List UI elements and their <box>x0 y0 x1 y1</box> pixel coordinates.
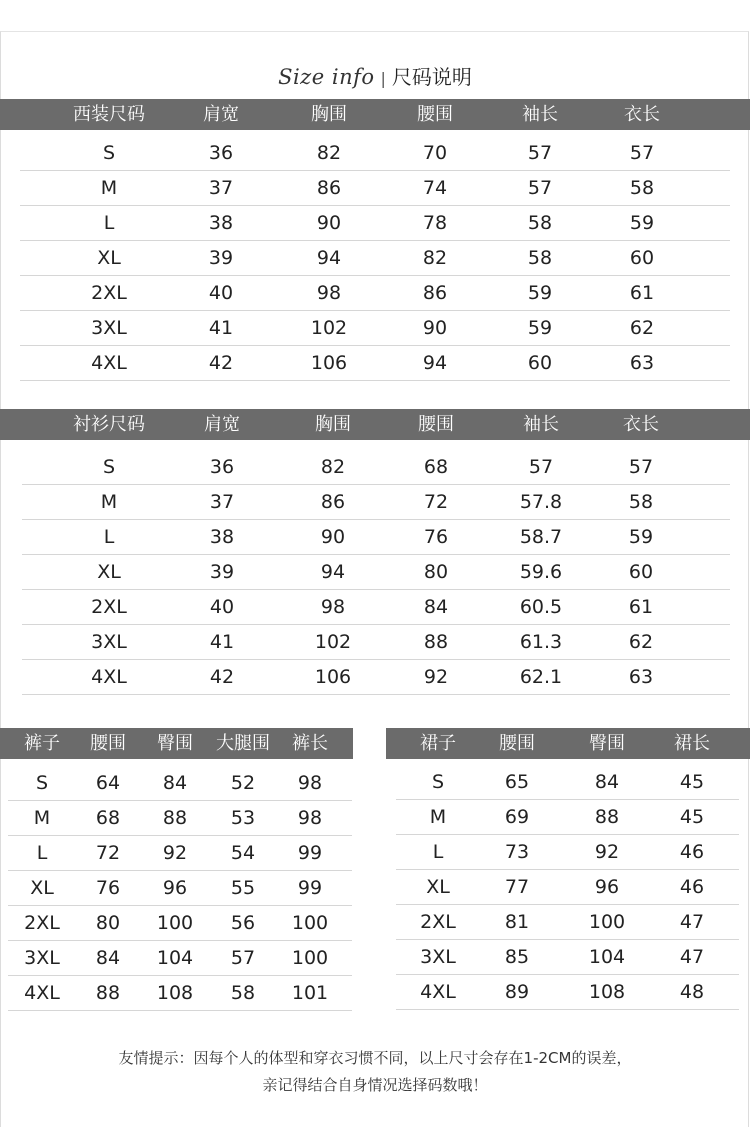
shirt-header-cell: 袖长 <box>523 414 559 435</box>
size-label: 2XL <box>91 596 127 618</box>
table-row <box>20 346 730 381</box>
measurement-cell: 104 <box>156 947 194 969</box>
measurement-cell: 100 <box>291 947 329 969</box>
size-label: XL <box>97 247 121 269</box>
size-label: L <box>103 526 115 548</box>
measurement-cell: 48 <box>679 981 705 1003</box>
measurement-cell: 92 <box>594 841 620 863</box>
measurement-cell: 61 <box>628 596 654 618</box>
measurement-cell: 81 <box>504 911 530 933</box>
table-row <box>396 800 739 835</box>
skirt-header-cell: 裙子 <box>420 733 456 754</box>
measurement-cell: 99 <box>297 842 323 864</box>
measurement-cell: 68 <box>95 807 121 829</box>
table-row <box>396 835 739 870</box>
size-label: S <box>102 456 116 478</box>
measurement-cell: 59 <box>527 317 553 339</box>
measurement-cell: 77 <box>504 876 530 898</box>
measurement-cell: 59 <box>628 526 654 548</box>
measurement-cell: 58 <box>527 247 553 269</box>
measurement-cell: 94 <box>320 561 346 583</box>
measurement-cell: 94 <box>422 352 448 374</box>
table-row <box>8 836 352 871</box>
measurement-cell: 92 <box>423 666 449 688</box>
measurement-cell: 88 <box>423 631 449 653</box>
pants-header-cell: 裤子 <box>24 733 60 754</box>
table-row <box>20 206 730 241</box>
measurement-cell: 84 <box>594 771 620 793</box>
suit-header-cell: 西装尺码 <box>73 104 145 125</box>
title-chinese: 尺码说明 <box>391 65 472 89</box>
size-label: 3XL <box>420 946 456 968</box>
note-line-1: 友情提示：因每个人的体型和穿衣习惯不同，以上尺寸会存在1-2CM的误差， <box>118 1049 632 1067</box>
measurement-cell: 41 <box>209 631 235 653</box>
size-label: 3XL <box>91 631 127 653</box>
size-label: L <box>103 212 115 234</box>
table-row <box>8 906 352 941</box>
measurement-cell: 106 <box>310 352 348 374</box>
measurement-cell: 58 <box>527 212 553 234</box>
measurement-cell: 80 <box>95 912 121 934</box>
table-row <box>22 450 730 485</box>
size-label: 3XL <box>91 317 127 339</box>
measurement-cell: 61 <box>629 282 655 304</box>
size-label: M <box>33 807 51 829</box>
measurement-cell: 38 <box>209 526 235 548</box>
measurement-cell: 90 <box>320 526 346 548</box>
measurement-cell: 39 <box>208 247 234 269</box>
measurement-cell: 98 <box>297 807 323 829</box>
measurement-cell: 37 <box>209 491 235 513</box>
size-label: 4XL <box>420 981 456 1003</box>
table-row <box>396 905 739 940</box>
measurement-cell: 98 <box>316 282 342 304</box>
measurement-cell: 42 <box>209 666 235 688</box>
measurement-cell: 41 <box>208 317 234 339</box>
measurement-cell: 86 <box>422 282 448 304</box>
suit-header-cell: 衣长 <box>624 104 660 125</box>
measurement-cell: 90 <box>316 212 342 234</box>
size-label: L <box>36 842 48 864</box>
measurement-cell: 63 <box>628 666 654 688</box>
size-label: 3XL <box>24 947 60 969</box>
measurement-cell: 60 <box>629 247 655 269</box>
measurement-cell: 65 <box>504 771 530 793</box>
size-label: 4XL <box>24 982 60 1004</box>
measurement-cell: 57 <box>527 177 553 199</box>
row-divider <box>8 1010 352 1011</box>
measurement-cell: 88 <box>594 806 620 828</box>
measurement-cell: 42 <box>208 352 234 374</box>
measurement-cell: 100 <box>156 912 194 934</box>
measurement-cell: 108 <box>588 981 626 1003</box>
measurement-cell: 72 <box>95 842 121 864</box>
note-line-2: 亲记得结合自身情况选择码数哦！ <box>262 1076 488 1094</box>
measurement-cell: 58 <box>230 982 256 1004</box>
skirt-header-row <box>386 728 750 759</box>
table-row <box>22 520 730 555</box>
measurement-cell: 98 <box>297 772 323 794</box>
measurement-cell: 57 <box>629 142 655 164</box>
measurement-cell: 58.7 <box>519 526 563 548</box>
suit-header-cell: 胸围 <box>311 104 347 125</box>
size-label: M <box>100 491 118 513</box>
size-label: 2XL <box>420 911 456 933</box>
size-label: S <box>35 772 49 794</box>
measurement-cell: 69 <box>504 806 530 828</box>
measurement-cell: 60 <box>527 352 553 374</box>
table-row <box>22 485 730 520</box>
measurement-cell: 70 <box>422 142 448 164</box>
size-label: XL <box>30 877 54 899</box>
measurement-cell: 88 <box>162 807 188 829</box>
measurement-cell: 55 <box>230 877 256 899</box>
shirt-header-row <box>0 409 750 440</box>
shirt-header-cell: 衣长 <box>623 414 659 435</box>
size-label: XL <box>97 561 121 583</box>
table-row <box>396 975 739 1010</box>
size-label: M <box>100 177 118 199</box>
measurement-cell: 96 <box>162 877 188 899</box>
measurement-cell: 58 <box>629 177 655 199</box>
measurement-cell: 54 <box>230 842 256 864</box>
skirt-header-cell: 裙长 <box>674 733 710 754</box>
measurement-cell: 63 <box>629 352 655 374</box>
measurement-cell: 57.8 <box>519 491 563 513</box>
measurement-cell: 59 <box>629 212 655 234</box>
measurement-cell: 104 <box>588 946 626 968</box>
measurement-cell: 53 <box>230 807 256 829</box>
size-label: S <box>102 142 116 164</box>
size-label: M <box>429 806 447 828</box>
table-row <box>20 311 730 346</box>
measurement-cell: 102 <box>310 317 348 339</box>
table-row <box>396 765 739 800</box>
measurement-cell: 64 <box>95 772 121 794</box>
measurement-cell: 47 <box>679 911 705 933</box>
measurement-cell: 59.6 <box>519 561 563 583</box>
measurement-cell: 45 <box>679 771 705 793</box>
row-divider <box>20 380 730 381</box>
table-row <box>8 976 352 1011</box>
measurement-cell: 62 <box>629 317 655 339</box>
size-label: S <box>431 771 445 793</box>
table-row <box>8 871 352 906</box>
measurement-cell: 106 <box>314 666 352 688</box>
table-row <box>396 940 739 975</box>
table-row <box>20 136 730 171</box>
measurement-cell: 38 <box>208 212 234 234</box>
shirt-header-cell: 胸围 <box>315 414 351 435</box>
measurement-cell: 47 <box>679 946 705 968</box>
suit-header-cell: 袖长 <box>522 104 558 125</box>
table-row <box>20 276 730 311</box>
size-label: XL <box>426 876 450 898</box>
row-divider <box>22 694 730 695</box>
measurement-cell: 61.3 <box>519 631 563 653</box>
measurement-cell: 37 <box>208 177 234 199</box>
measurement-cell: 57 <box>528 456 554 478</box>
measurement-cell: 101 <box>291 982 329 1004</box>
size-label: 4XL <box>91 352 127 374</box>
measurement-cell: 60.5 <box>519 596 563 618</box>
size-label: 2XL <box>91 282 127 304</box>
measurement-cell: 84 <box>95 947 121 969</box>
measurement-cell: 59 <box>527 282 553 304</box>
measurement-cell: 108 <box>156 982 194 1004</box>
size-label: L <box>432 841 444 863</box>
measurement-cell: 78 <box>422 212 448 234</box>
pants-header-cell: 臀围 <box>157 733 193 754</box>
suit-header-cell: 腰围 <box>417 104 453 125</box>
measurement-cell: 82 <box>316 142 342 164</box>
measurement-cell: 68 <box>423 456 449 478</box>
size-label: 2XL <box>24 912 60 934</box>
measurement-cell: 99 <box>297 877 323 899</box>
measurement-cell: 52 <box>230 772 256 794</box>
measurement-cell: 45 <box>679 806 705 828</box>
size-label: 4XL <box>91 666 127 688</box>
measurement-cell: 88 <box>95 982 121 1004</box>
measurement-cell: 86 <box>316 177 342 199</box>
shirt-header-cell: 腰围 <box>418 414 454 435</box>
table-row <box>20 171 730 206</box>
measurement-cell: 40 <box>209 596 235 618</box>
table-row <box>22 625 730 660</box>
measurement-cell: 76 <box>95 877 121 899</box>
measurement-cell: 80 <box>423 561 449 583</box>
measurement-cell: 56 <box>230 912 256 934</box>
measurement-cell: 82 <box>320 456 346 478</box>
measurement-cell: 90 <box>422 317 448 339</box>
skirt-header-cell: 臀围 <box>589 733 625 754</box>
measurement-cell: 84 <box>423 596 449 618</box>
title-english: Size info <box>278 65 375 89</box>
measurement-cell: 102 <box>314 631 352 653</box>
measurement-cell: 62.1 <box>519 666 563 688</box>
measurement-cell: 46 <box>679 876 705 898</box>
measurement-cell: 57 <box>230 947 256 969</box>
table-row <box>396 870 739 905</box>
measurement-cell: 86 <box>320 491 346 513</box>
shirt-header-cell: 衬衫尺码 <box>73 414 145 435</box>
table-row <box>8 941 352 976</box>
measurement-cell: 100 <box>291 912 329 934</box>
page-title <box>0 62 750 92</box>
measurement-cell: 85 <box>504 946 530 968</box>
pants-header-cell: 大腿围 <box>216 733 270 754</box>
measurement-cell: 58 <box>628 491 654 513</box>
measurement-cell: 39 <box>209 561 235 583</box>
measurement-cell: 74 <box>422 177 448 199</box>
measurement-cell: 82 <box>422 247 448 269</box>
measurement-cell: 100 <box>588 911 626 933</box>
measurement-cell: 72 <box>423 491 449 513</box>
row-divider <box>396 1009 739 1010</box>
suit-header-row <box>0 99 750 130</box>
measurement-cell: 36 <box>209 456 235 478</box>
pants-header-cell: 腰围 <box>90 733 126 754</box>
table-row <box>22 555 730 590</box>
table-row <box>20 241 730 276</box>
measurement-cell: 96 <box>594 876 620 898</box>
shirt-header-cell: 肩宽 <box>204 414 240 435</box>
table-row <box>22 590 730 625</box>
measurement-cell: 73 <box>504 841 530 863</box>
measurement-cell: 60 <box>628 561 654 583</box>
measurement-cell: 92 <box>162 842 188 864</box>
measurement-cell: 94 <box>316 247 342 269</box>
measurement-cell: 62 <box>628 631 654 653</box>
measurement-cell: 76 <box>423 526 449 548</box>
measurement-cell: 57 <box>628 456 654 478</box>
table-row <box>8 766 352 801</box>
pants-header-row <box>0 728 353 759</box>
table-row <box>22 660 730 695</box>
measurement-cell: 89 <box>504 981 530 1003</box>
measurement-cell: 98 <box>320 596 346 618</box>
title-separator: | <box>380 69 386 88</box>
measurement-cell: 46 <box>679 841 705 863</box>
measurement-cell: 36 <box>208 142 234 164</box>
measurement-cell: 57 <box>527 142 553 164</box>
table-row <box>8 801 352 836</box>
pants-header-cell: 裤长 <box>292 733 328 754</box>
measurement-cell: 84 <box>162 772 188 794</box>
skirt-header-cell: 腰围 <box>499 733 535 754</box>
measurement-cell: 40 <box>208 282 234 304</box>
suit-header-cell: 肩宽 <box>203 104 239 125</box>
